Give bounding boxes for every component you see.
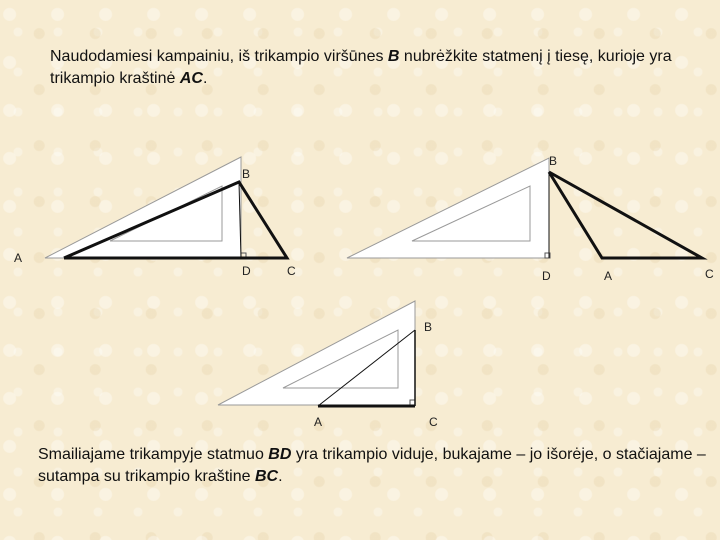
- set-square-1: [45, 157, 241, 258]
- conclusion-part-3: .: [278, 468, 283, 485]
- fig2-label-b: B: [549, 154, 558, 168]
- fig1-label-a: A: [14, 251, 23, 265]
- acute-figure: [45, 157, 287, 258]
- instruction-part-3: .: [202, 70, 208, 87]
- fig2-label-c: C: [705, 267, 714, 281]
- fig3-label-c: C: [429, 415, 438, 429]
- obtuse-triangle: [549, 172, 702, 258]
- conclusion-part-1: Smailiajame trikampyje statmuo: [38, 446, 269, 463]
- obtuse-figure: [347, 158, 702, 258]
- conclusion-part-2: yra trikampio viduje, bukajame – jo išorėje, o stačiajame – sutampa su trikampio kraštine: [38, 446, 706, 485]
- fig1-label-c: C: [287, 264, 296, 278]
- conclusion-segment-2: BC: [254, 468, 279, 485]
- fig1-label-d: D: [242, 264, 251, 278]
- conclusion-segment-1: BD: [268, 446, 292, 463]
- conclusion-text: [38, 444, 708, 488]
- fig3-label-b: B: [424, 320, 433, 334]
- fig3-label-a: A: [314, 415, 323, 429]
- instruction-side: AC: [179, 70, 203, 87]
- fig1-label-b: B: [242, 167, 251, 181]
- fig2-label-d: D: [542, 269, 551, 283]
- instruction-part-2: nubrėžkite statmenį į tiesę, kurioje yra trikampio kraštinė: [50, 48, 672, 87]
- right-figure: [218, 301, 415, 406]
- fig2-label-a: A: [604, 269, 613, 283]
- instruction-part-1: Naudodamiesi kampainiu, iš trikampio viršūnes: [50, 48, 388, 65]
- instruction-vertex: B: [387, 48, 400, 65]
- set-square-2: [347, 158, 549, 258]
